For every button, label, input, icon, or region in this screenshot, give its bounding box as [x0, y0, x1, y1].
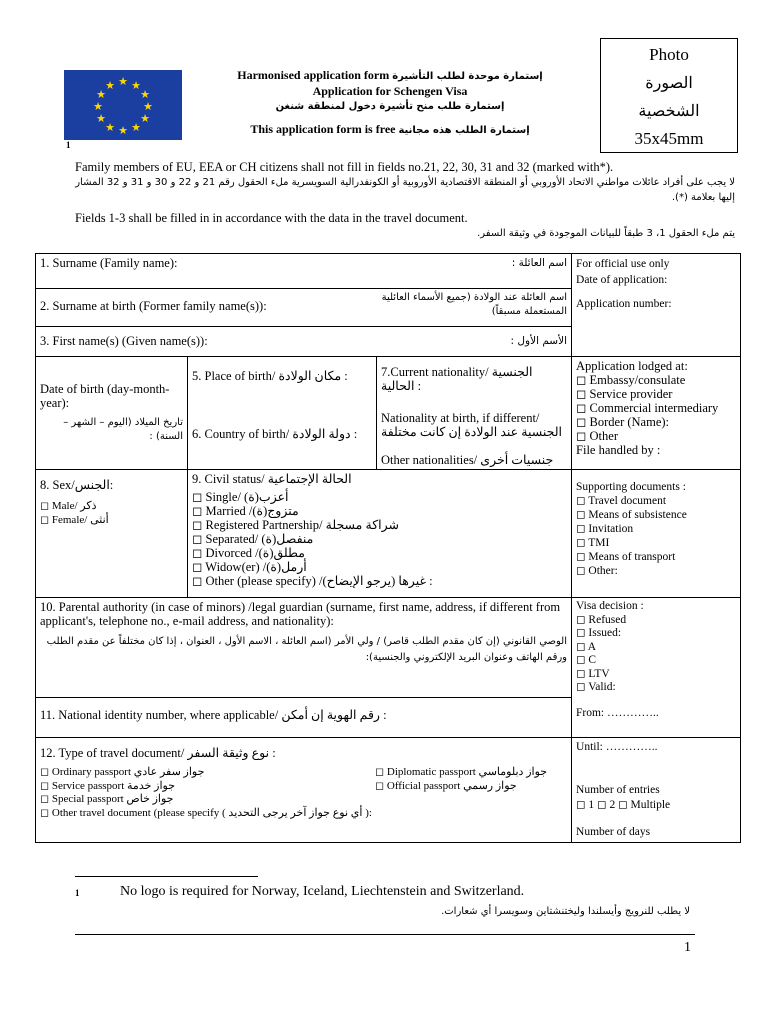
surname-label: 1. Surname (Family name): — [40, 256, 178, 270]
civil-option-married[interactable]: ◻ Married /متزوج(ة) — [192, 504, 299, 518]
sex-option-male[interactable]: ◻ Male/ ذكر — [40, 500, 97, 512]
sex-label: 8. Sex/الجنس: — [40, 478, 114, 492]
subtitle-en: Application for Schengen Visa — [312, 84, 468, 98]
free-notice-ar: إستمارة الطلب هذه مجانية — [398, 125, 530, 136]
footnote-marker: 1 — [75, 888, 80, 898]
travel-option-other[interactable]: ◻ Other travel document (please specify ( أي نوع جواز آخر يرجى التحديد ): — [40, 806, 372, 819]
lodged-option-other[interactable]: ◻ Other — [576, 429, 618, 443]
page-number: 1 — [684, 940, 691, 955]
entries-options[interactable]: ◻ 1 ◻ 2 ◻ Multiple — [576, 799, 671, 811]
official-use-top — [572, 254, 741, 357]
support-option-travel-doc[interactable]: ◻ Travel document — [576, 495, 667, 507]
application-number: Application number: — [576, 298, 672, 310]
nationality-at-birth-label: Nationality at birth, if different/ الجنسية عند الولادة إن كانت مختلفة — [381, 411, 563, 439]
lodged-option-service-provider[interactable]: ◻ Service provider — [576, 387, 673, 401]
decision-option-c[interactable]: ◻ C — [576, 654, 597, 666]
file-handled-by: File handled by : — [576, 443, 661, 457]
subtitle-ar: إستمارة طلب منح تأشيرة دخول لمنطقة شنغن — [275, 101, 505, 112]
svg-text:★: ★ — [105, 121, 115, 134]
svg-text:★: ★ — [143, 100, 153, 113]
support-option-transport[interactable]: ◻ Means of transport — [576, 551, 676, 563]
travel-document-field — [36, 738, 572, 843]
country-of-birth-label: 6. Country of birth/ دولة الولادة : — [192, 427, 358, 441]
application-form-table — [35, 253, 741, 843]
current-nationality-label: 7.Current nationality/ الجنسية الحالية : — [381, 365, 533, 393]
other-nationalities-label: Other nationalities/ جنسيات أخرى — [381, 453, 554, 467]
valid-from: From: ………….. — [576, 706, 659, 719]
svg-text:★: ★ — [96, 112, 106, 125]
travel-option-diplomatic[interactable]: ◻ Diplomatic passport جواز دبلوماسي — [375, 766, 548, 778]
supporting-docs-label: Supporting documents : — [576, 481, 686, 493]
national-id-label: 11. National identity number, where applicable/ رقم الهوية إن أمكن : — [40, 708, 387, 722]
photo-label-ar-2: الشخصية — [638, 101, 700, 120]
title-en: Harmonised application form — [237, 68, 390, 82]
surname-at-birth-field[interactable] — [36, 289, 572, 327]
support-option-invitation[interactable]: ◻ Invitation — [576, 523, 634, 535]
dob-label-ar: تاريخ الميلاد (اليوم – الشهر – السنة) : — [63, 417, 183, 442]
page-divider — [75, 934, 695, 935]
civil-option-other[interactable]: ◻ Other (please specify) /غيرها (يرجو الإيضاح) : — [192, 574, 433, 588]
footnote-text-en: No logo is required for Norway, Iceland, Liechtenstein and Switzerland. — [120, 884, 525, 899]
photo-label-ar-1: الصورة — [645, 73, 693, 92]
first-name-label-ar: الأسم الأول : — [510, 335, 568, 347]
footnote-text-ar: لا يطلب للنرويج وأيسلندا وليختنشتاين وسويسرا أي شعارات. — [441, 906, 690, 917]
dob-label: Date of birth (day-month-year): — [40, 382, 170, 410]
fields-note-ar: يتم ملء الحقول 1، 3 طبقاً للبيانات الموجودة في وثيقة السفر. — [477, 228, 735, 239]
eu-flag-logo — [64, 70, 182, 140]
sex-field — [36, 470, 188, 598]
civil-option-divorced[interactable]: ◻ Divorced /مطلق(ة) — [192, 546, 305, 560]
lodged-option-border[interactable]: ◻ Border (Name): — [576, 415, 669, 429]
parental-authority-field[interactable] — [36, 598, 572, 698]
nationality-field[interactable] — [377, 357, 572, 470]
svg-text:★: ★ — [96, 88, 106, 101]
free-notice-en: This application form is free — [250, 122, 396, 136]
surname-at-birth-label: 2. Surname at birth (Former family name(s)): — [40, 299, 267, 313]
lodged-option-embassy[interactable]: ◻ Embassy/consulate — [576, 373, 686, 387]
support-option-tmi[interactable]: ◻ TMI — [576, 537, 610, 549]
photo-box — [600, 38, 738, 153]
eu-stars-icon — [64, 70, 182, 140]
lodged-option-commercial[interactable]: ◻ Commercial intermediary — [576, 401, 719, 415]
photo-label: Photo — [649, 45, 689, 64]
entries-section — [572, 738, 741, 843]
decision-option-a[interactable]: ◻ A — [576, 640, 597, 653]
travel-option-ordinary[interactable]: ◻ Ordinary passport جواز سفر عادي — [40, 766, 205, 778]
svg-text:★: ★ — [131, 79, 141, 92]
svg-text:★: ★ — [140, 112, 150, 125]
support-option-subsistence[interactable]: ◻ Means of subsistence — [576, 509, 687, 521]
visa-decision-section — [572, 598, 741, 738]
lodged-section — [572, 357, 741, 470]
supporting-docs-section — [572, 470, 741, 598]
parental-label-ar: الوصي القانوني (إن كان مقدم الطلب قاصر) / ولي الأمر (اسم العائلة ، الاسم الأول ، العنوان ، إذا كان مختلفاً عن مقدم الطلب ورقم الهاتف وعنوان البريد الإلكتروني والجنسية): — [46, 636, 568, 663]
decision-option-issued[interactable]: ◻ Issued: — [576, 627, 622, 639]
civil-option-widow[interactable]: ◻ Widow(er) /أرمل(ة) — [192, 560, 307, 574]
place-of-birth-label: 5. Place of birth/ مكان الولادة : — [192, 369, 348, 383]
family-note-ar: لا يجب على أفراد عائلات مواطني الاتحاد الأوروبي أو المنطقة الاقتصادية الأوروبية أو الكونفدرالية السويسرية ملء الحقول رقم 21 و 22 و 30 و 31 و 32 المشار إليها بعلامة (*). — [75, 177, 735, 203]
surname-label-ar: اسم العائلة : — [511, 257, 568, 269]
intro-section — [75, 160, 735, 241]
fields-note-en: Fields 1-3 shall be filled in in accordance with the data in the travel document. — [75, 211, 468, 225]
decision-option-refused[interactable]: ◻ Refused — [576, 613, 627, 626]
date-of-birth-field[interactable] — [36, 357, 188, 470]
travel-option-official[interactable]: ◻ Official passport جواز رسمي — [375, 779, 517, 792]
civil-option-single[interactable]: ◻ Single/ أعزب(ة) — [192, 490, 289, 504]
first-name-label: 3. First name(s) (Given name(s)): — [40, 334, 208, 348]
decision-option-valid[interactable]: ◻ Valid: — [576, 681, 616, 693]
valid-until: Until: ………….. — [576, 741, 658, 753]
days-label: Number of days — [576, 826, 651, 838]
travel-doc-label: 12. Type of travel document/ نوع وثيقة السفر : — [40, 746, 276, 760]
family-note-en: Family members of EU, EEA or CH citizens shall not fill in fields no.21, 22, 30, 31 and 32 (marked with*). — [75, 160, 614, 174]
surname-field[interactable] — [36, 254, 572, 289]
first-name-field[interactable] — [36, 327, 572, 357]
date-of-application: Date of application: — [576, 274, 668, 286]
svg-text:★: ★ — [118, 75, 128, 88]
entries-label: Number of entries — [576, 784, 660, 796]
civil-status-field — [188, 470, 572, 598]
birth-place-country-field[interactable] — [188, 357, 377, 470]
photo-size: 35x45mm — [634, 129, 704, 148]
svg-text:★: ★ — [131, 121, 141, 134]
sex-option-female[interactable]: ◻ Female/ أنثى — [40, 513, 109, 526]
parental-label: 10. Parental authority (in case of minors) /legal guardian (surname, first name, address, if different from applicant's, telephone no., e-mail address, and nationality): — [40, 600, 561, 628]
svg-text:★: ★ — [93, 100, 103, 113]
visa-decision-label: Visa decision : — [576, 600, 644, 612]
svg-text:★: ★ — [118, 124, 128, 137]
lodged-label: Application lodged at: — [576, 359, 688, 373]
decision-option-ltv[interactable]: ◻ LTV — [576, 667, 610, 680]
travel-option-special[interactable]: ◻ Special passport جواز خاص — [40, 793, 174, 805]
footnote-divider — [75, 876, 258, 877]
svg-text:★: ★ — [140, 88, 150, 101]
support-option-other[interactable]: ◻ Other: — [576, 565, 618, 577]
title-ar: إستمارة موحدة لطلب التأشيرة — [392, 71, 543, 82]
civil-option-partnership[interactable]: ◻ Registered Partnership/ شراكة مسجلة — [192, 518, 400, 532]
travel-option-service[interactable]: ◻ Service passport جواز خدمة — [40, 779, 175, 792]
form-header — [190, 68, 590, 138]
surname-at-birth-label-ar: اسم العائلة عند الولادة (جميع الأسماء العائلية المستعملة مسبقاً) — [381, 292, 568, 317]
official-title: For official use only — [576, 258, 670, 270]
national-id-field[interactable] — [36, 698, 572, 738]
civil-option-separated[interactable]: ◻ Separated/ منفصل(ة) — [192, 532, 314, 546]
flag-footnote-marker: 1 — [66, 140, 71, 150]
civil-status-label: 9. Civil status/ الحالة الإجتماعية — [192, 472, 352, 486]
svg-text:★: ★ — [105, 79, 115, 92]
